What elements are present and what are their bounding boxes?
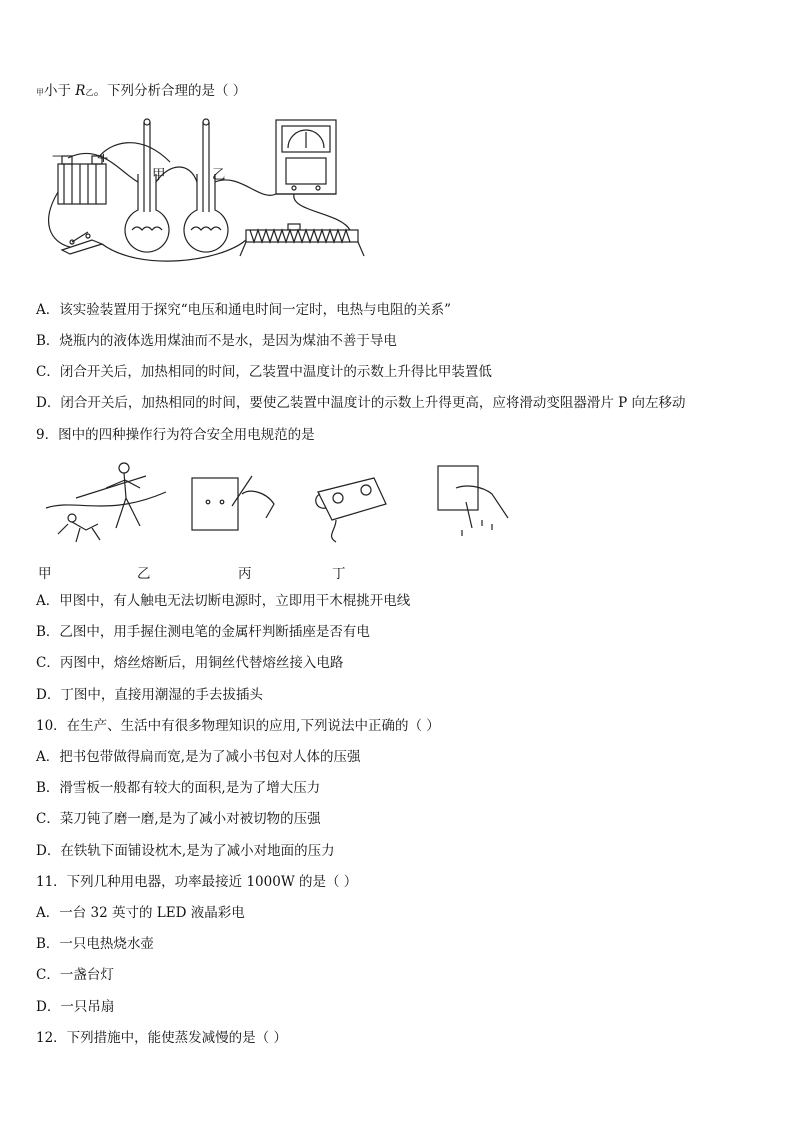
q9-stem: 9．图中的四种操作行为符合安全用电规范的是 bbox=[36, 427, 315, 443]
q8-intro-text-b: 。下列分析合理的是（ ） bbox=[93, 83, 247, 99]
q8-option-d: D．闭合开关后，加热相同的时间，要使乙装置中温度计的示数上升得更高，应将滑动变阻器滑片 P 向左移动 bbox=[36, 395, 686, 411]
q10-option-c: C．菜刀钝了磨一磨,是为了减小对被切物的压强 bbox=[36, 811, 321, 827]
r-subscript: 乙 bbox=[85, 88, 94, 97]
q11-option-d: D．一只吊扇 bbox=[36, 999, 115, 1015]
switch-icon bbox=[62, 232, 102, 254]
wet-hand-plug-icon bbox=[438, 466, 508, 536]
svg-text:—: — bbox=[52, 148, 66, 164]
q8-option-c: C．闭合开关后，加热相同的时间，乙装置中温度计的示数上升得比甲装置低 bbox=[36, 364, 492, 380]
q8-intro bbox=[36, 82, 246, 102]
q9-option-a: A．甲图中，有人触电无法切断电源时，立即用干木棍挑开电线 bbox=[36, 593, 411, 609]
meter-icon bbox=[276, 120, 336, 194]
rescue-person-icon bbox=[46, 463, 166, 542]
q11-option-b: B．一只电热烧水壶 bbox=[36, 936, 154, 952]
q8-intro-text-a: 小于 bbox=[44, 83, 76, 99]
q10-option-b: B．滑雪板一般都有较大的面积,是为了增大压力 bbox=[36, 780, 321, 796]
r-symbol: R bbox=[75, 83, 86, 99]
q9-option-d: D．丁图中，直接用潮湿的手去拔插头 bbox=[36, 687, 263, 703]
q8-option-b: B．烧瓶内的液体选用煤油而不是水，是因为煤油不善于导电 bbox=[36, 333, 397, 349]
q11-option-a: A．一台 32 英寸的 LED 液晶彩电 bbox=[36, 905, 245, 921]
q8-circuit-figure bbox=[40, 112, 380, 272]
q9-label-ding: 丁 bbox=[332, 566, 346, 582]
socket-tester-icon bbox=[192, 476, 274, 530]
svg-text:+: + bbox=[98, 151, 109, 166]
q11-stem: 11．下列几种用电器，功率最接近 1000W 的是（ ） bbox=[36, 874, 358, 890]
q11-option-c: C．一盏台灯 bbox=[36, 967, 114, 983]
q8-option-a: A．该实验装置用于探究“电压和通电时间一定时，电热与电阻的关系” bbox=[36, 302, 452, 318]
q9-option-c: C．丙图中，熔丝熔断后，用铜丝代替熔丝接入电路 bbox=[36, 655, 344, 671]
q9-label-bing: 丙 bbox=[238, 566, 252, 582]
left-flask-label: 甲 bbox=[152, 167, 166, 183]
rheostat-icon bbox=[240, 224, 364, 256]
q10-stem: 10．在生产、生活中有很多物理知识的应用,下列说法中正确的（ ） bbox=[36, 718, 440, 734]
q9-label-jia: 甲 bbox=[38, 566, 52, 582]
q9-option-b: B．乙图中，用手握住测电笔的金属杆判断插座是否有电 bbox=[36, 624, 370, 640]
q8-intro-prefix: 甲 bbox=[36, 88, 44, 97]
q12-stem: 12．下列措施中，能使蒸发减慢的是（ ） bbox=[36, 1030, 287, 1046]
fuse-holder-icon bbox=[316, 478, 386, 542]
left-flask-icon bbox=[125, 119, 169, 252]
q10-option-a: A．把书包带做得扁而宽,是为了减小书包对人体的压强 bbox=[36, 749, 361, 765]
q10-option-d: D．在铁轨下面铺设枕木,是为了减小对地面的压力 bbox=[36, 843, 335, 859]
q9-label-yi: 乙 bbox=[137, 566, 151, 582]
right-flask-icon bbox=[184, 119, 228, 252]
right-flask-label: 乙 bbox=[212, 167, 226, 183]
q9-figures bbox=[36, 458, 536, 548]
